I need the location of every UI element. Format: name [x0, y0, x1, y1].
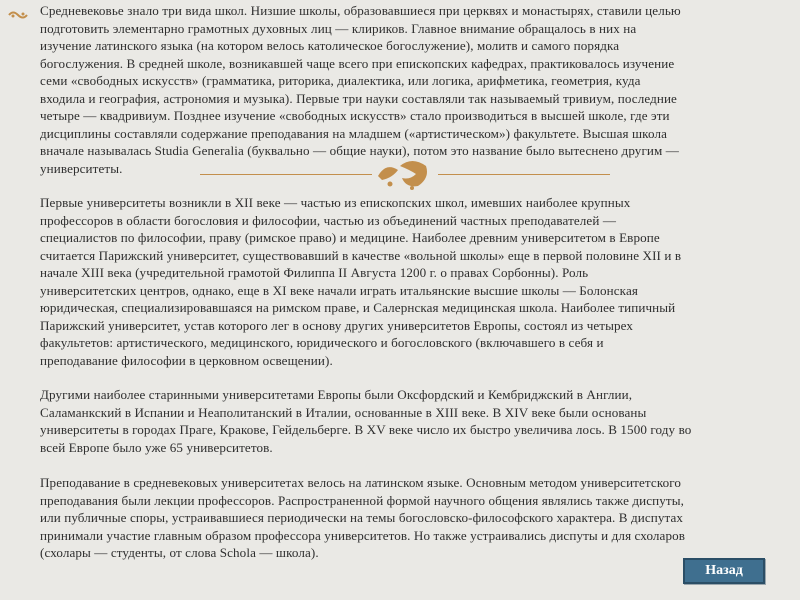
paragraph-teaching: Преподавание в средневековых университетах велось на латинском языке. Основным методом университетского преподавания были лекции профессоров. Распространенной формой научного общения являлись также диспуты, или публичные споры, устраивавшиеся периодически на темы богословско-философского характера. В диспутах принимали участие главным образом профессора университетов. Но также устраивались диспуты и для схоларов (схолары — студенты, от слова Schola — школа). — [40, 475, 686, 560]
paragraph-old-universities: Другими наиболее старинными университетами Европы были Оксфордский и Кембриджский в Англии, Саламанкский в Испании и Неаполитанский в Италии, основанные в XIII веке. В XIV веке были основаны университеты в городах Праге, Кракове, Гейдельберге. В XV веке число их быстро увеличива лось. В 1500 году во всей Европе было уже 65 университетов. — [40, 387, 692, 455]
back-button[interactable]: Назад — [683, 558, 765, 584]
paragraph-first-universities: Первые университеты возникли в XII веке — частью из епископских школ, имевших наиболее крупных профессоров в области богословия и философии, частью из объединений частных преподавателей — специалистов по философии, праву (римское право) и медицине. Наиболее древним университетом в Европе считается Парижский университет, существовавший в качестве «вольной школы» еще в первой половине XII и в начале XIII века (учредительной грамотой Филиппа II Августа 1200 г. о правах Сорбонны). Роль университетских центров, однако, еще в XI веке начали играть итальянские высшие школы — Болонская юридическая, специализировавшаяся на римском праве, и Салернская медицинская школа. Наиболее типичный Парижский университет, устав которого лег в основу других университетов Европы, состоял из четырех факультетов: артистического, медицинского, юридического и богословского (включавшего в себя и преподавание философии в церковном освещении). — [40, 195, 682, 368]
bullet-ornament-icon — [7, 10, 29, 20]
paragraph-schools: Средневековье знало три вида школ. Низшие школы, образовавшиеся при церквях и монастырях, ставили целью подготовить элементарно грамотных духовных лиц — клириков. Главное внимание обращалось в них на изучение латинского языка (на котором велось католическое богослужение), молитв и самого порядка богослужения. В средней школе, возникавшей чаще всего при епископских кафедрах, практиковалось изучение семи «свободных искусств» (грамматика, риторика, диалектика, или логика, арифметика, геометрия, куда входила и география, астрономия и музыка). Первые три науки составляли так называемый тривиум, последние четыре — квадривиум. Позднее изучение «свободных искусств» стало производиться в высшей школе, где эти дисциплины составляли содержание преподавания на младшем («артистическом») факультете. Высшая школа вначале называлась Studia Generalia (буквально — общие науки), потом это название было вытеснено другим — университеты. — [40, 3, 681, 176]
